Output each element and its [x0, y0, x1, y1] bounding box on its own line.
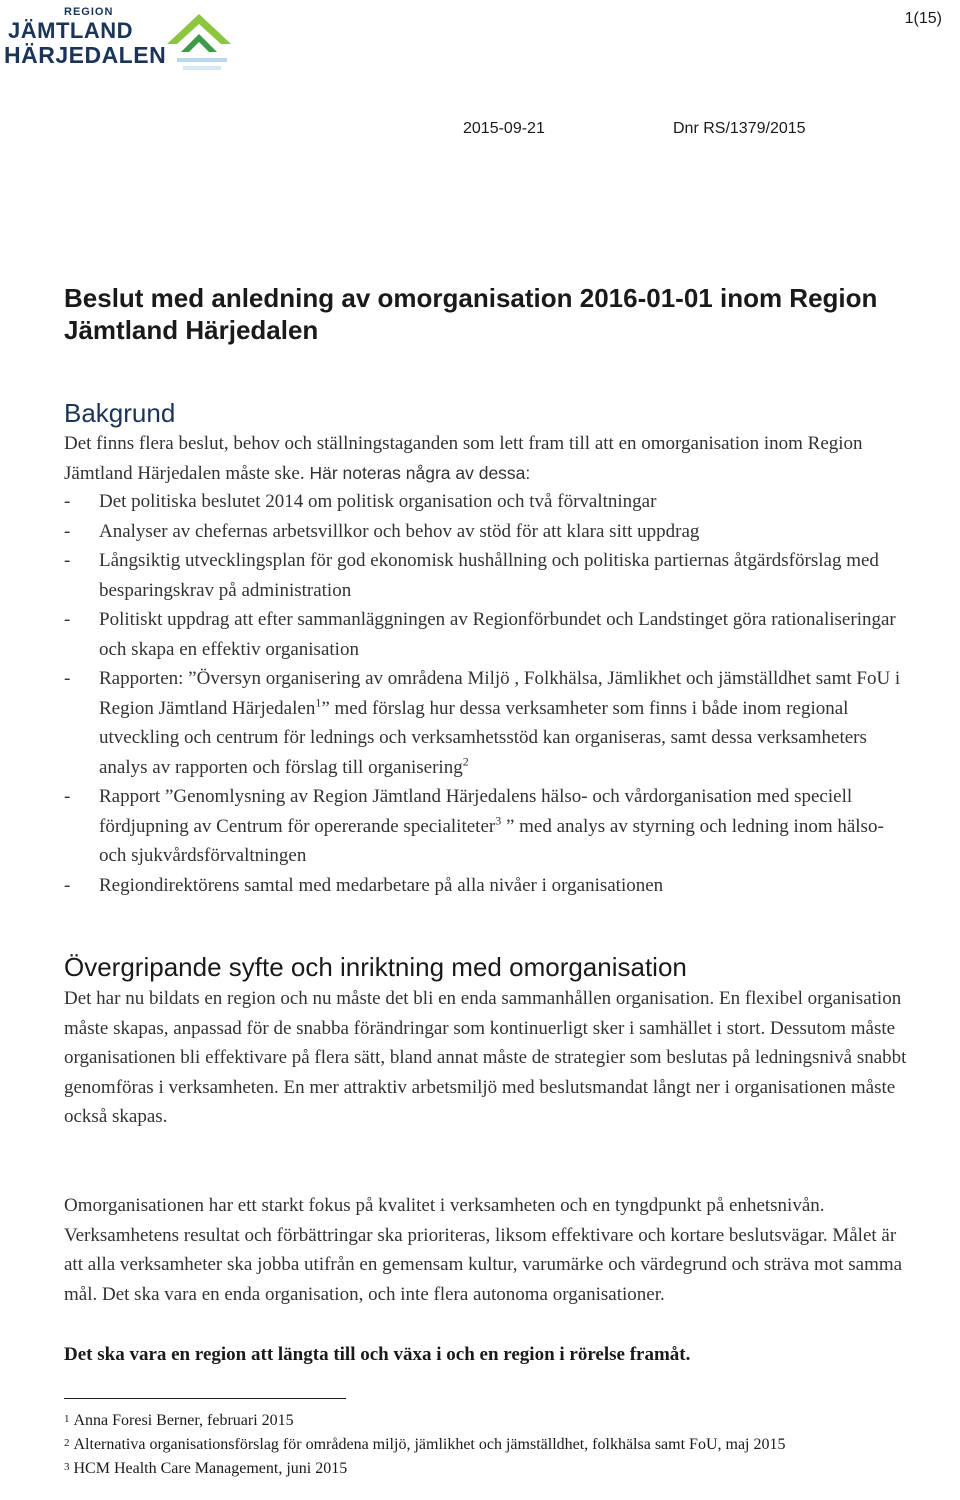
- document-reference-number: Dnr RS/1379/2015: [673, 120, 806, 137]
- section-heading-bakgrund: Bakgrund: [64, 398, 176, 428]
- page-number: 1(15): [904, 10, 942, 27]
- background-intro-note: Här noteras några av dessa:: [304, 462, 531, 483]
- purpose-bold-statement: Det ska vara en region att längta till och växa i och en region i rörelse framåt.: [64, 1344, 691, 1365]
- footnote-number: 1: [64, 1413, 70, 1425]
- background-list: [64, 487, 914, 900]
- list-item: - Det politiska beslutet 2014 om politisk organisation och två förvaltningar: [64, 491, 657, 512]
- mountain-logo-icon: [159, 6, 244, 76]
- footnote-text: HCM Health Care Management, juni 2015: [73, 1460, 348, 1477]
- footnote-text: Anna Foresi Berner, februari 2015: [73, 1412, 294, 1429]
- list-item: - Långsiktig utvecklingsplan för god ekonomisk hushållning och politiska partiernas åtgärdsförslag med besparingskrav på administration: [64, 550, 879, 601]
- list-item-text-continued: ” med förslag hur dessa verksamheter som finns i både inom regional utveckling och centrum för lednings och verksamhetsstöd kan organiseras, samt dessa verksamheters analys av rapporten och förslag till organisering: [99, 697, 867, 778]
- list-item: - Rapport ”Genomlysning av Region Jämtland Härjedalens hälso- och vårdorganisation med speciell fördjupning av Centrum för opererande specialiteter$^3$ ” med analys av styrning och ledning inom hälso- och sjukvårdsförvaltningen: [64, 786, 884, 866]
- list-item-text: Rapporten: ”Översyn organisering av områdena Miljö , Folkhälsa, Jämlikhet och jämställdhet samt FoU i Region Jämtland Härjedalen: [99, 668, 901, 719]
- footnote-item: [64, 1456, 914, 1480]
- footnote-ref-3: 3: [495, 813, 502, 828]
- purpose-paragraph-2: Omorganisationen har ett starkt fokus på kvalitet i verksamheten och en tyngdpunkt på enhetsnivån. Verksamhetens resultat och förbättringar ska prioriteras, liksom effektivare och kortare beslutsvägar. Målet är att alla verksamheter ska jobba utifrån en gemensam kultur, varumärke och värdegrund och sträva mot samma mål. Det ska vara en enda organisation, och inte flera autonoma organisationer.: [64, 1195, 903, 1305]
- list-item: - Politiskt uppdrag att efter sammanläggningen av Regionförbundet och Landstinget göra rationaliseringar och skapa en effektiv organisation: [64, 609, 896, 660]
- footnote-divider: [64, 1398, 346, 1399]
- list-item-text: Regiondirektörens samtal med medarbetare på alla nivåer i organisationen: [99, 874, 664, 896]
- footnotes: [64, 1408, 914, 1480]
- list-item-text: Långsiktig utvecklingsplan för god ekonomisk hushållning och politiska partiernas åtgärdsförslag med besparingskrav på administration: [99, 550, 879, 601]
- footnote-number: 3: [64, 1461, 70, 1473]
- purpose-paragraph-1: Det har nu bildats en region och nu måste det bli en enda sammanhållen organisation. En flexibel organisation måste skapas, anpassad för de snabba förändringar som kontinuerligt sker i samhället i stort. Dessutom måste organisationen bli effektivare på flera sätt, bland annat måste de strategier som beslutas på ledningsnivå snabbt genomföras i verksamheten. En mer attraktiv arbetsmiljö med beslutsmandat långt ner i organisationen måste också skapas.: [64, 988, 907, 1127]
- region-logo: [4, 4, 244, 76]
- footnote-text: Alternativa organisationsförslag för områdena miljö, jämlikhet och jämställdhet, folkhälsa samt FoU, maj 2015: [73, 1436, 786, 1453]
- list-item-text-continued: ” med analys av styrning och ledning inom hälso- och sjukvårdsförvaltningen: [99, 815, 884, 866]
- background-intro-text: Det finns flera beslut, behov och ställningstaganden som lett fram till att en omorganisation inom Region Jämtland Härjedalen måste ske.: [64, 433, 863, 484]
- list-item: - Rapporten: ”Översyn organisering av områdena Miljö , Folkhälsa, Jämlikhet och jämställdhet samt FoU i Region Jämtland Härjedalen$^1$” med förslag hur dessa verksamheter som finns i både inom regional utveckling och centrum för lednings och verksamhetsstöd kan organiseras, samt dessa verksamheters analys av rapporten och förslag till organisering$^2$: [64, 668, 901, 778]
- list-item-text: Det politiska beslutet 2014 om politisk organisation och två förvaltningar: [99, 491, 657, 512]
- footnote-number: 2: [64, 1437, 70, 1449]
- list-item: - Analyser av chefernas arbetsvillkor och behov av stöd för att klara sitt uppdrag: [64, 520, 700, 542]
- list-item-text: Politiskt uppdrag att efter sammanläggningen av Regionförbundet och Landstinget göra rationaliseringar och skapa en effektiv organisation: [99, 609, 896, 660]
- document-date: 2015-09-21: [463, 120, 545, 137]
- logo-region-label: REGION: [64, 6, 114, 18]
- logo-jamtland-label: JÄMTLAND: [8, 18, 133, 43]
- logo-harjedalen-label: HÄRJEDALEN: [4, 42, 167, 68]
- list-item-text: Analyser av chefernas arbetsvillkor och behov av stöd för att klara sitt uppdrag: [99, 520, 700, 542]
- footnote-item: [64, 1408, 914, 1432]
- document-title: Beslut med anledning av omorganisation 2016-01-01 inom Region Jämtland Härjedalen: [64, 283, 878, 345]
- footnote-ref-2: 2: [462, 754, 469, 769]
- footnote-item: [64, 1432, 914, 1456]
- footnote-ref-1: 1: [315, 695, 322, 710]
- section-heading-overgripande: Övergripande syfte och inriktning med omorganisation: [64, 952, 687, 982]
- list-item-text: Rapport ”Genomlysning av Region Jämtland Härjedalens hälso- och vårdorganisation med speciell fördjupning av Centrum för opererande specialiteter: [99, 786, 853, 837]
- background-intro: [64, 429, 914, 488]
- list-item: - Regiondirektörens samtal med medarbetare på alla nivåer i organisationen: [64, 874, 664, 896]
